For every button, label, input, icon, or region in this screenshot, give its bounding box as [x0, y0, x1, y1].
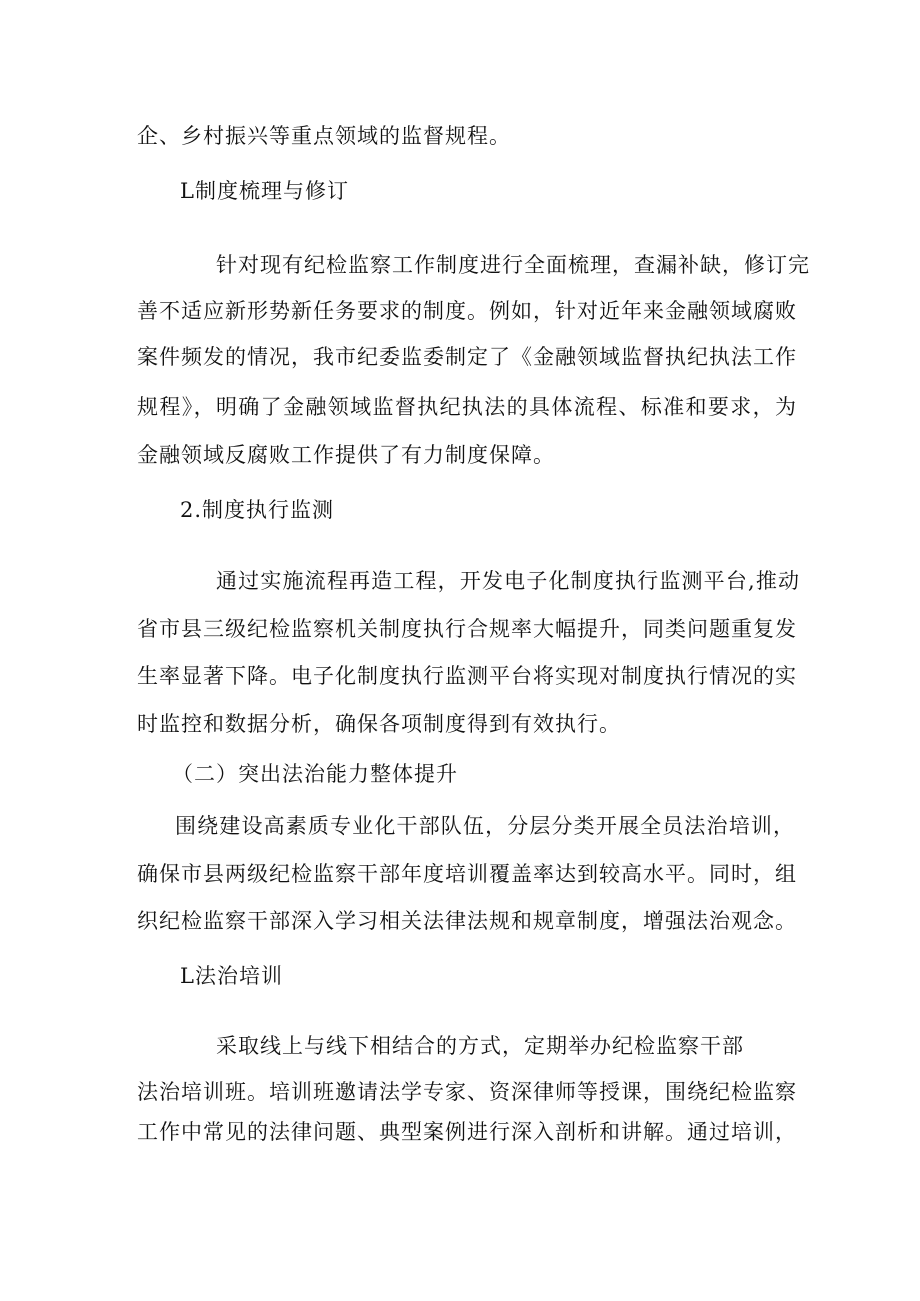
paragraph-line: 省市县三级纪检监察机关制度执行合规率大幅提升，同类问题重复发: [137, 617, 797, 641]
paragraph-continuation-line: 企、乡村振兴等重点领域的监督规程。: [137, 124, 511, 148]
paragraph-line: 善不适应新形势新任务要求的制度。例如，针对近年来金融领域腐败: [137, 299, 797, 323]
paragraph-line: 金融领域反腐败工作提供了有力制度保障。: [137, 443, 555, 467]
paragraph-line: 规程》，明确了金融领域监督执纪执法的具体流程、标准和要求，为: [137, 395, 797, 419]
paragraph-line: 织纪检监察干部深入学习相关法律法规和规章制度，增强法治观念。: [137, 909, 797, 933]
section-heading-law-training: L法治培训: [180, 964, 283, 988]
section-heading-system-review: L制度梳理与修订: [180, 179, 349, 203]
paragraph-line: 工作中常见的法律问题、典型案例进行深入剖析和讲解。通过培训，: [137, 1120, 797, 1144]
paragraph-line: 生率显著下降。电子化制度执行监测平台将实现对制度执行情况的实: [137, 664, 797, 688]
paragraph-line: 时监控和数据分析，确保各项制度得到有效执行。: [137, 712, 621, 736]
section-heading-rule-of-law: （二）突出法治能力整体提升: [172, 762, 458, 786]
paragraph-line: 围绕建设高素质专业化干部队伍，分层分类开展全员法治培训，: [175, 814, 795, 838]
paragraph-line: 针对现有纪检监察工作制度进行全面梳理，查漏补缺，修订完: [216, 253, 810, 277]
paragraph-line: 采取线上与线下相结合的方式，定期举办纪检监察干部: [216, 1034, 744, 1058]
paragraph-line: 确保市县两级纪检监察干部年度培训覆盖率达到较高水平。同时，组: [137, 862, 797, 886]
section-heading-execution-monitoring: 2.制度执行监测: [180, 498, 335, 522]
paragraph-line: 法治培训班。培训班邀请法学专家、资深律师等授课，围绕纪检监察: [137, 1080, 797, 1104]
paragraph-line: 案件频发的情况，我市纪委监委制定了《金融领域监督执纪执法工作: [137, 345, 797, 369]
paragraph-line: 通过实施流程再造工程，开发电子化制度执行监测平台,推动: [216, 569, 800, 593]
